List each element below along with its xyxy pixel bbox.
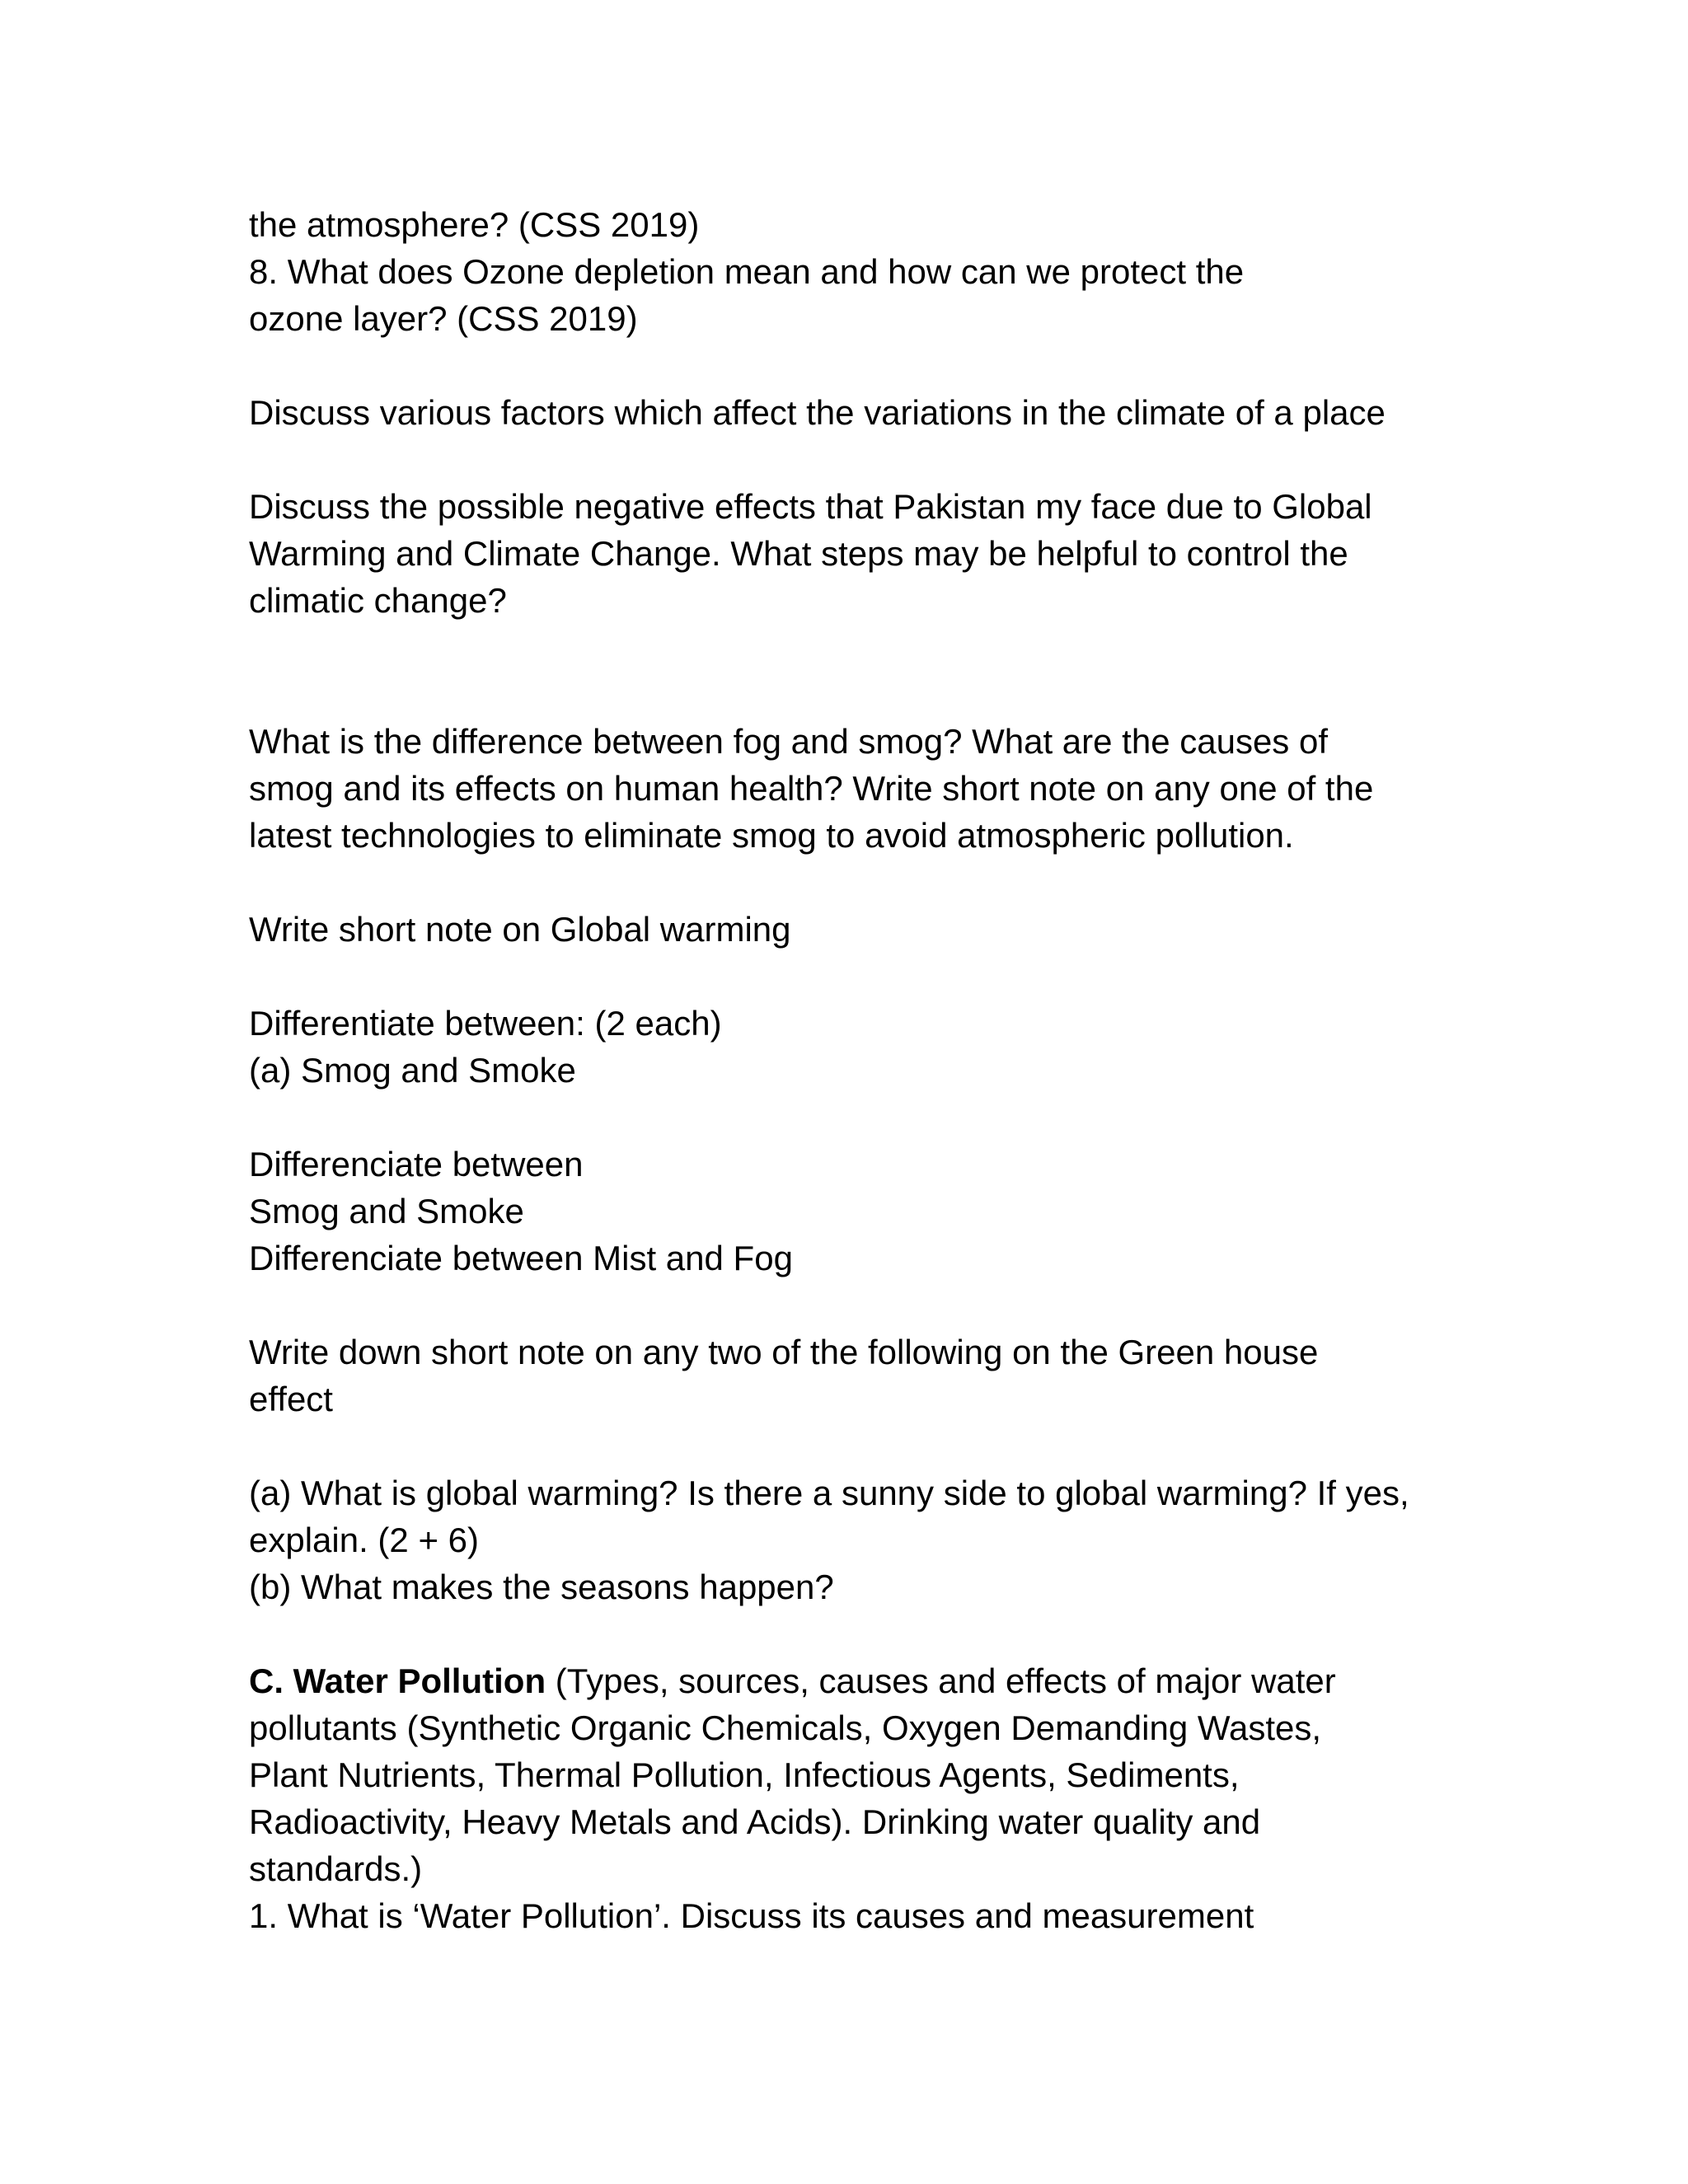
text-line: the atmosphere? (CSS 2019) bbox=[249, 205, 700, 244]
differentiate-line: (a) Smog and Smoke bbox=[249, 1051, 576, 1090]
differenciate-line: Differenciate between Mist and Fog bbox=[249, 1239, 793, 1277]
greenhouse-line: Write down short note on any two of the following on the Green house bbox=[249, 1333, 1319, 1371]
pakistan-effects-line: Warming and Climate Change. What steps may be helpful to control the bbox=[249, 534, 1348, 573]
differentiate-line: Differentiate between: (2 each) bbox=[249, 1004, 722, 1043]
paragraph-gap bbox=[249, 436, 1452, 483]
global-warming-note: Write short note on Global warming bbox=[249, 910, 791, 949]
climate-factors-question: Discuss various factors which affect the variations in the climate of a place bbox=[249, 393, 1386, 432]
question-8-line: 8. What does Ozone depletion mean and how can we protect the bbox=[249, 252, 1245, 291]
pakistan-effects-line: climatic change? bbox=[249, 581, 507, 620]
seasons-question-line: (b) What makes the seasons happen? bbox=[249, 1568, 834, 1606]
paragraph-gap bbox=[249, 953, 1452, 1000]
document-body bbox=[249, 201, 1452, 1939]
global-warming-question-line: explain. (2 + 6) bbox=[249, 1521, 479, 1559]
paragraph-gap bbox=[249, 1422, 1452, 1469]
pakistan-effects-line: Discuss the possible negative effects that Pakistan my face due to Global bbox=[249, 487, 1372, 526]
paragraph-gap bbox=[249, 342, 1452, 389]
fog-smog-line: latest technologies to eliminate smog to avoid atmospheric pollution. bbox=[249, 816, 1294, 855]
paragraph-gap bbox=[249, 1282, 1452, 1329]
water-pollution-question-1: 1. What is ‘Water Pollution’. Discuss its causes and measurement bbox=[249, 1896, 1254, 1935]
water-pollution-heading: C. Water Pollution bbox=[249, 1661, 546, 1700]
water-pollution-line: standards.) bbox=[249, 1849, 423, 1888]
water-pollution-first-line bbox=[249, 1657, 1452, 1704]
greenhouse-line: effect bbox=[249, 1380, 333, 1418]
water-pollution-line: Plant Nutrients, Thermal Pollution, Infectious Agents, Sediments, bbox=[249, 1755, 1240, 1794]
fog-smog-line: What is the difference between fog and smog? What are the causes of bbox=[249, 722, 1328, 761]
water-pollution-intro: (Types, sources, causes and effects of major water bbox=[546, 1661, 1336, 1700]
differenciate-line: Smog and Smoke bbox=[249, 1192, 524, 1230]
water-pollution-line: Radioactivity, Heavy Metals and Acids). Drinking water quality and bbox=[249, 1802, 1261, 1841]
paragraph-gap bbox=[249, 859, 1452, 906]
differenciate-line: Differenciate between bbox=[249, 1145, 584, 1183]
global-warming-question-line: (a) What is global warming? Is there a sunny side to global warming? If yes, bbox=[249, 1474, 1409, 1512]
paragraph-gap bbox=[249, 1610, 1452, 1657]
text-line: ozone layer? (CSS 2019) bbox=[249, 299, 638, 338]
fog-smog-line: smog and its effects on human health? Write short note on any one of the bbox=[249, 769, 1374, 808]
paragraph-gap bbox=[249, 1094, 1452, 1141]
water-pollution-line: pollutants (Synthetic Organic Chemicals, Oxygen Demanding Wastes, bbox=[249, 1708, 1322, 1747]
paragraph-gap bbox=[249, 624, 1452, 718]
